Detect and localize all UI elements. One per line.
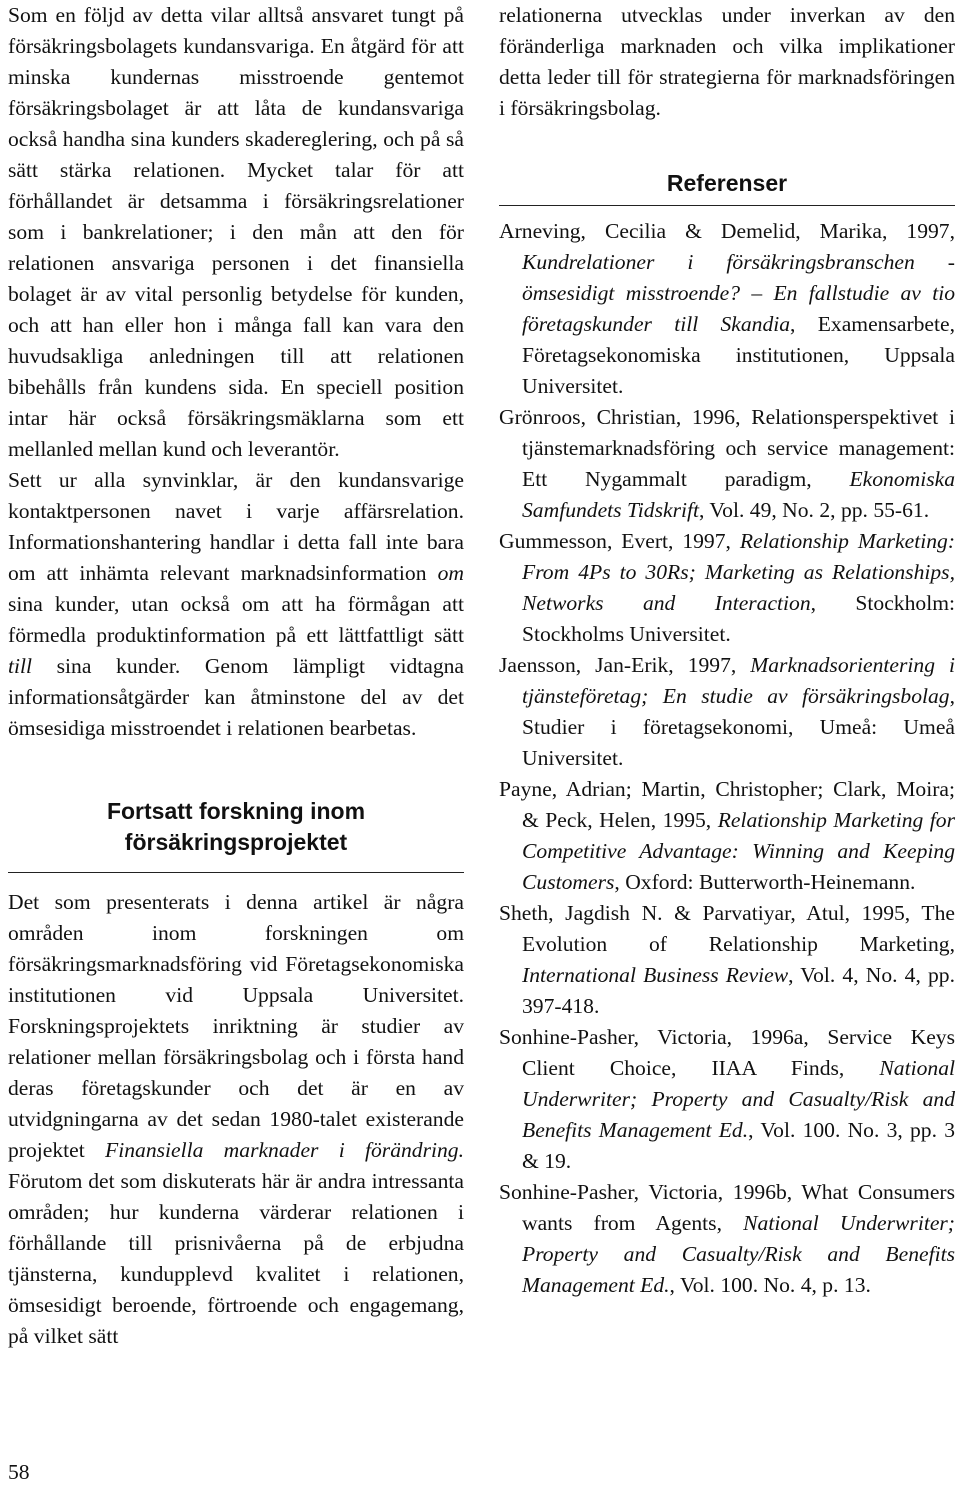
reference-item — [499, 1022, 955, 1177]
paragraph-continued-text: relationerna utvecklas under inverkan av den föränderliga marknaden och vilka implikationer detta leder till för strategierna för marknadsföringen i försäkringsbolag. — [499, 3, 955, 120]
reference-title: Relationship Marketing: From 4Ps to 30Rs; Marketing as Relationships, Networks and Interaction — [522, 529, 956, 615]
reference-author: Gummesson, Evert, 1997, — [499, 529, 740, 553]
reference-item — [499, 402, 955, 526]
reference-author: Sheth, Jagdish N. & Parvatiyar, Atul, 1995, The Evolution of Relationship Marketing, — [499, 901, 955, 956]
reference-list — [499, 216, 955, 1301]
paragraph-1-text: Som en följd av detta vilar alltså ansvaret tungt på försäkringsbolagets kundansvariga. En åtgärd för att minska kundernas misstroende gentemot försäkringsbolaget är att låta de kundansvariga också handha sina kunders skadereglering, och på så sätt stärka relationen. Mycket talar för att förhållandet är detsamma i försäkringsrelationer som i bankrelationer; i den mån att den för relationen ansvariga personen i det finansiella bolaget är av vital personlig betydelse för kunden, och att han eller hon i många fall kan vara den huvudsakliga anledningen till att relationen bibehålls från kundens sida. En speciell position intar här också försäkringsmäklarna som ett mellanled mellan kund och leverantör. — [8, 3, 464, 461]
reference-item — [499, 650, 955, 774]
reference-details: , Examensarbete, Företagsekonomiska institutionen, Uppsala Universitet. — [522, 312, 955, 398]
paragraph-3-text-a: Det som presenterats i denna artikel är några områden inom forskningen om försäkringsmarknadsföring vid Företagsekonomiska institutionen vid Uppsala Universitet. Forskningsprojektets inriktning är studier av relationer mellan försäkringsbolag och i första hand deras företagskunder och det är en av utvidgningarna av det sedan 1980-talet existerande projektet — [8, 890, 464, 1162]
reference-details: , Vol. 100. No. 4, p. 13. — [669, 1273, 871, 1297]
reference-details: , Stockholm: Stockholms Universitet. — [522, 591, 955, 646]
section-heading-line-2: försäkringsprojektet — [124, 829, 348, 855]
paragraph-2 — [8, 465, 464, 744]
paragraph-continued — [499, 0, 955, 124]
paragraph-2-text-e: sina kunder. Genom lämpligt vidtagna informationsåtgärder kan åtminstone del av det ömsesidiga misstroendet i relationen bearbetas. — [8, 654, 464, 740]
paragraph-2-text-a: Sett ur alla synvinklar, är den kundansvarige kontaktpersonen navet i varje affärsrelation. Informationshantering handlar i detta fall inte bara om att inhämta relevant marknadsinformation — [8, 468, 464, 585]
reference-title: International Business Review — [522, 963, 789, 987]
paragraph-2-emphasis-till: till — [8, 654, 32, 678]
reference-details: , Oxford: Butterworth-Heinemann. — [614, 870, 916, 894]
left-column — [8, 0, 464, 1352]
reference-item — [499, 526, 955, 650]
reference-title: Marknadsorientering i tjänsteföretag; En studie av försäkringsbolag — [522, 653, 955, 708]
reference-item — [499, 774, 955, 898]
reference-title: National Underwriter; Property and Casualty/Risk and Benefits Management Ed. — [522, 1211, 955, 1297]
reference-details: , Vol. 49, No. 2, pp. 55-61. — [698, 498, 930, 522]
reference-details: , Vol. 4, No. 4, pp. 397-418. — [522, 963, 955, 1018]
reference-title: Ekonomiska Samfundets Tidskrift — [522, 467, 955, 522]
reference-author: Sonhine-Pasher, Victoria, 1996b, What Consumers wants from Agents, — [499, 1180, 955, 1235]
reference-title: Kundrelationer i försäkringsbranschen - ömsesidigt misstroende? – En fallstudie av tio företagskunder till Skandia — [522, 250, 955, 336]
paragraph-2-text-c: sina kunder, utan också om att ha förmågan att förmedla produktinformation på ett lättfattligt sätt — [8, 592, 464, 647]
page-number: 58 — [8, 1460, 30, 1484]
paragraph-3-emphasis-project: Finansiella marknader i förändring. — [105, 1138, 464, 1162]
paragraph-3-text-c: Förutom det som diskuterats här är andra intressanta områden; hur kunderna värderar relationen i förhållande till prisnivåerna på de erbjudna tjänsterna, kundupplevd kvalitet i relationen, ömsesidigt beroende, förtroende och engagemang, på vilket sätt — [8, 1169, 464, 1348]
reference-title: National Underwriter; Property and Casualty/Risk and Benefits Management Ed. — [522, 1056, 955, 1142]
reference-item — [499, 898, 955, 1022]
reference-author: Sonhine-Pasher, Victoria, 1996a, Service Keys Client Choice, IIAA Finds, — [499, 1025, 955, 1080]
reference-author: Payne, Adrian; Martin, Christopher; Clark, Moira; & Peck, Helen, 1995, — [499, 777, 955, 832]
section-heading — [8, 796, 464, 858]
reference-author: Arneving, Cecilia & Demelid, Marika, 1997, — [499, 219, 955, 243]
paragraph-2-emphasis-om: om — [437, 561, 464, 585]
reference-item — [499, 216, 955, 402]
right-column — [499, 0, 955, 1301]
reference-title: Relationship Marketing for Competitive Advantage: Winning and Keeping Customers — [522, 808, 956, 894]
paragraph-1 — [8, 0, 464, 465]
reference-author: Grönroos, Christian, 1996, Relationsperspektivet i tjänstemarknadsföring och service management: Ett Nygammalt paradigm, — [499, 405, 955, 491]
references-heading: Referenser — [666, 170, 788, 196]
reference-details: , Studier i företagsekonomi, Umeå: Umeå Universitet. — [522, 684, 955, 770]
reference-item — [499, 1177, 955, 1301]
paragraph-3 — [8, 887, 464, 1352]
reference-author: Jaensson, Jan-Erik, 1997, — [499, 653, 751, 677]
section-heading-line-1: Fortsatt forskning inom — [106, 798, 366, 824]
reference-details: , Vol. 100. No. 3, pp. 3 & 19. — [522, 1118, 956, 1173]
